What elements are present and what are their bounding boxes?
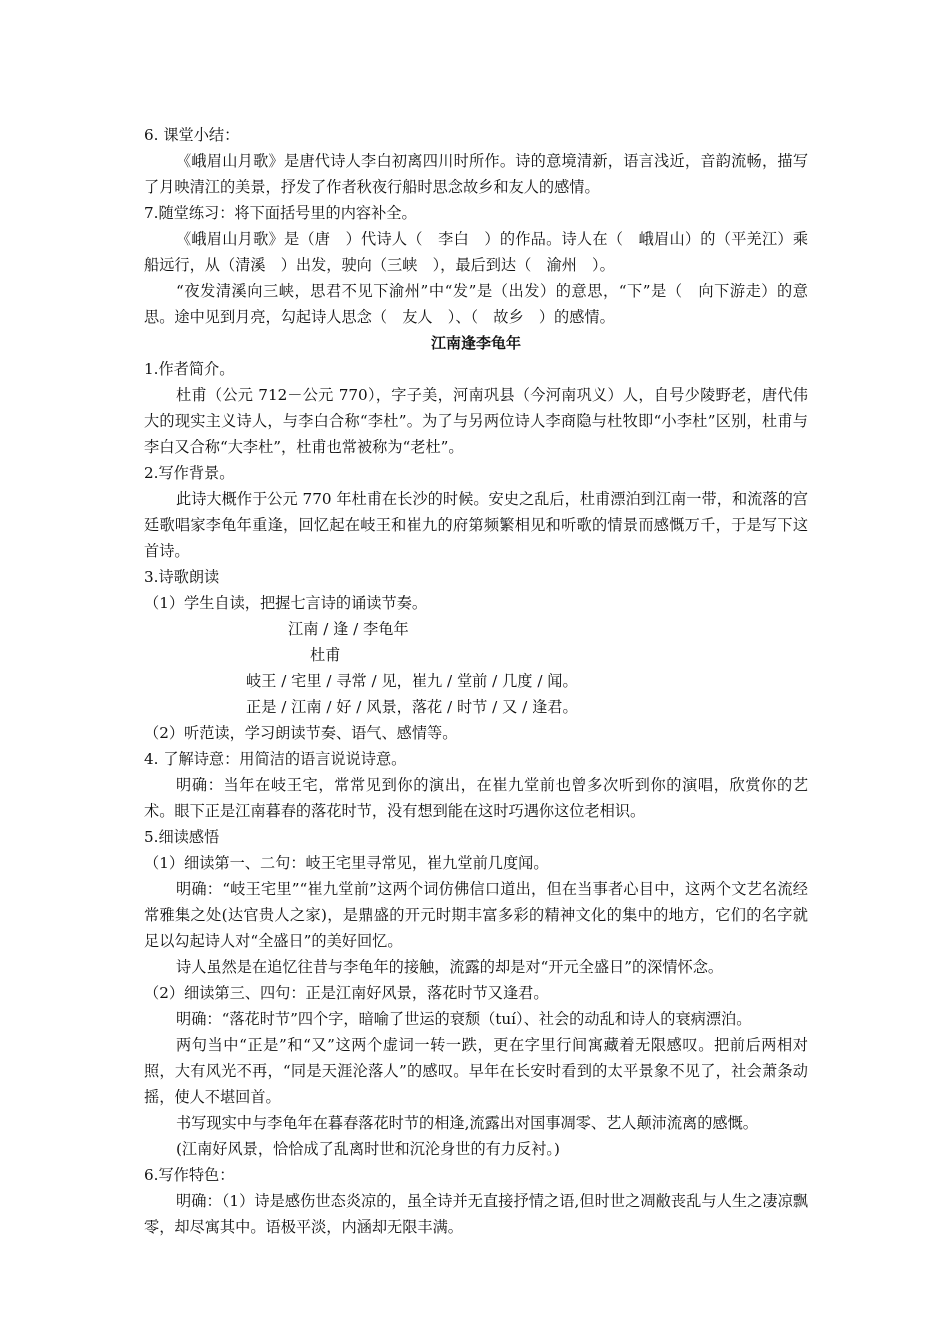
exercise-paragraph-1: 《峨眉山月歌》是（唐 ）代诗人（ 李白 ）的作品。诗人在（ 峨眉山）的（平羌江）乘船远行，从（清溪 ）出发，驶向（三峡 ），最后到达（ 渝州 ）。 bbox=[144, 230, 808, 274]
meaning-heading: 4. 了解诗意：用简洁的语言说说诗意。 bbox=[144, 750, 407, 768]
close-reading-item-2-paragraph-1: 明确：“落花时节”四个字，暗喻了世运的衰颓（tuí）、社会的动乱和诗人的衰病漂泊。 bbox=[176, 1010, 752, 1028]
close-reading-item-1-paragraph-2: 诗人虽然是在追忆往昔与李龟年的接触，流露的却是对“开元全盛日”的深情怀念。 bbox=[176, 958, 724, 976]
summary-paragraph: 《峨眉山月歌》是唐代诗人李白初离四川时所作。诗的意境清新，语言浅近，音韵流畅，描写了月映清江的美景，抒发了作者秋夜行船时思念故乡和友人的感情。 bbox=[144, 152, 808, 196]
poem-author: 杜甫 bbox=[310, 646, 341, 664]
reading-item-2: （2）听范读，学习朗读节奏、语气、感情等。 bbox=[144, 724, 458, 742]
close-reading-item-2-paragraph-2: 两句当中“正是”和“又”这两个虚词一转一跌，更在字里行间寓藏着无限感叹。把前后两相对照，大有风光不再，“同是天涯沦落人”的感叹。早年在长安时看到的太平景象不见了，社会萧条动摇，使人不堪回首。 bbox=[144, 1036, 808, 1106]
document-content bbox=[144, 122, 808, 1240]
section-7-heading: 7.随堂练习：将下面括号里的内容补全。 bbox=[144, 204, 417, 222]
close-reading-item-2-paragraph-3: 书写现实中与李龟年在暮春落花时节的相逢,流露出对国事凋零、艺人颠沛流离的感慨。 bbox=[176, 1114, 758, 1132]
background-paragraph: 此诗大概作于公元 770 年杜甫在长沙的时候。安史之乱后，杜甫漂泊到江南一带，和流落的宫廷歌唱家李龟年重逢，回忆起在岐王和崔九的府第频繁相见和听歌的情景而感慨万千，于是写下这首诗。 bbox=[144, 490, 808, 560]
background-heading: 2.写作背景。 bbox=[144, 464, 235, 482]
lesson-title: 江南逢李龟年 bbox=[430, 334, 521, 352]
author-intro-paragraph: 杜甫（公元 712－公元 770），字子美，河南巩县（今河南巩义）人，自号少陵野老，唐代伟大的现实主义诗人，与李白合称“李杜”。为了与另两位诗人李商隐与杜牧即“小李杜”区别，杜甫与李白又合称“大李杜”，杜甫也常被称为“老杜”。 bbox=[144, 386, 808, 456]
author-intro-heading: 1.作者简介。 bbox=[144, 360, 235, 378]
exercise-paragraph-2: “夜发清溪向三峡，思君不见下渝州”中“发”是（出发）的意思，“下”是（ 向下游走）的意思。途中见到月亮，勾起诗人思念（ 友人 ）、（ 故乡 ）的感情。 bbox=[144, 282, 808, 326]
features-paragraph: 明确：（1）诗是感伤世态炎凉的，虽全诗并无直接抒情之语,但时世之凋敝丧乱与人生之凄凉飘零，却尽寓其中。语极平淡，内涵却无限丰满。 bbox=[144, 1192, 808, 1236]
reading-item-1: （1）学生自读，把握七言诗的诵读节奏。 bbox=[144, 594, 428, 612]
close-reading-heading: 5.细读感悟 bbox=[144, 828, 220, 846]
features-heading: 6.写作特色： bbox=[144, 1166, 235, 1184]
poem-line-1: 岐王 / 宅里 / 寻常 / 见，崔九 / 堂前 / 几度 / 闻。 bbox=[246, 672, 578, 690]
section-6-heading: 6. 课堂小结： bbox=[144, 126, 240, 144]
close-reading-item-1-paragraph-1: 明确：“岐王宅里”“崔九堂前”这两个词仿佛信口道出，但在当事者心目中，这两个文艺名流经常雅集之处(达官贵人之家)，是鼎盛的开元时期丰富多彩的精神文化的集中的地方，它们的名字就足以勾起诗人对“全盛日”的美好回忆。 bbox=[144, 880, 808, 950]
reading-heading: 3.诗歌朗读 bbox=[144, 568, 220, 586]
close-reading-item-1: （1）细读第一、二句：岐王宅里寻常见，崔九堂前几度闻。 bbox=[144, 854, 549, 872]
meaning-paragraph: 明确：当年在岐王宅，常常见到你的演出，在崔九堂前也曾多次听到你的演唱，欣赏你的艺术。眼下正是江南暮春的落花时节，没有想到能在这时巧遇你这位老相识。 bbox=[144, 776, 808, 820]
close-reading-item-2: （2）细读第三、四句：正是江南好风景，落花时节又逢君。 bbox=[144, 984, 549, 1002]
poem-title: 江南 / 逢 / 李龟年 bbox=[288, 620, 409, 638]
poem-line-2: 正是 / 江南 / 好 / 风景，落花 / 时节 / 又 / 逢君。 bbox=[246, 698, 578, 716]
close-reading-item-2-paragraph-4: (江南好风景，恰恰成了乱离时世和沉沦身世的有力反衬。) bbox=[176, 1140, 560, 1158]
